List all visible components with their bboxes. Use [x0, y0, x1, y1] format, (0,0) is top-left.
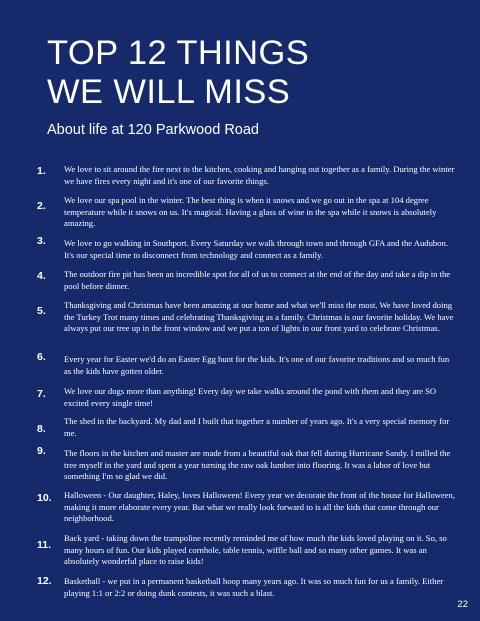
- item-number: 4.: [37, 270, 46, 282]
- item-number: 11.: [37, 539, 52, 551]
- title-line-2: WE WILL MISS: [47, 73, 291, 111]
- item-text: The outdoor fire pit has been an incredible spot for all of us to connect at the end of the day and take a dip in the pool before dinner.: [64, 269, 451, 291]
- item-number: 8.: [37, 423, 46, 435]
- item-text: We love our spa pool in the winter. The best thing is when it snows and we go out in the spa at 104 degree temperature while it snows on us. It's magical. Having a glass of wine in the spa while it snows is absolutely amazing.: [64, 195, 437, 229]
- item-number: 12.: [37, 575, 52, 587]
- item-text: Every year for Easter we'd do an Easter Egg hunt for the kids. It's one of our favorite traditions and so much fun as the kids have gotten older.: [64, 354, 450, 376]
- subtitle: About life at 120 Parkwood Road: [47, 122, 259, 138]
- item-number: 2.: [37, 200, 46, 212]
- item-text: The floors in the kitchen and master are made from a beautiful oak that fell during Hurricane Sandy. I milled the tree myself in the yard and spent a year turning the raw oak lumber into flooring. It was a labor of love but something I'm so glad we did.: [64, 448, 451, 482]
- page-title: [47, 34, 309, 112]
- item-text: We love our dogs more than anything! Every day we take walks around the pond with them and they are SO excited every single time!: [64, 386, 437, 408]
- item-text: Thanksgiving and Christmas have been amazing at our home and what we'll miss the most. We have loved doing the Turkey Trot many times and celebrating Thanksgiving as a family. Christmas is our favorite holiday. We have always put our tree up in the front window and we put a ton of lights in our front yard to celebrate Christmas.: [64, 300, 454, 334]
- item-text: Back yard - taking down the trampoline recently reminded me of how much the kids loved playing on it. So, so many hours of fun. Our kids played cornhole, table tennis, wiffle ball and so many other games. It was an absolutely wonderful place to raise kids!: [64, 533, 447, 567]
- item-number: 1.: [37, 165, 46, 177]
- item-number: 10.: [37, 492, 52, 504]
- title-line-1: TOP 12 THINGS: [47, 34, 310, 72]
- item-text: The shed in the backyard. My dad and I built that together a number of years ago. It's a very special memory for me.: [64, 416, 450, 438]
- item-number: 7.: [37, 388, 46, 400]
- item-number: 6.: [37, 351, 46, 363]
- item-number: 9.: [37, 445, 46, 457]
- item-text: Basketball - we put in a permanent basketball hoop many years ago. It was so much fun for us a family. Either playing 1:1 or 2:2 or doing dunk contests, it was such a blast.: [64, 576, 444, 598]
- item-text: We love to sit around the fire next to the kitchen, cooking and hanging out together as a family. During the winter we have fires every night and it's one of our favorite things.: [64, 164, 455, 186]
- page-number: 22: [457, 599, 468, 610]
- item-text: We love to go walking in Southport. Every Saturday we walk through town and through GFA and the Audubon. It's our special time to disconnect from technology and connect as a family.: [64, 238, 448, 260]
- item-number: 5.: [37, 305, 46, 317]
- item-text: Halloween - Our daughter, Haley, loves Halloween! Every year we decorate the front of the house for Halloween, making it more elaborate every year. But what we really look forward to is all the kids that come through our neighborhood.: [64, 490, 455, 524]
- item-number: 3.: [37, 235, 46, 247]
